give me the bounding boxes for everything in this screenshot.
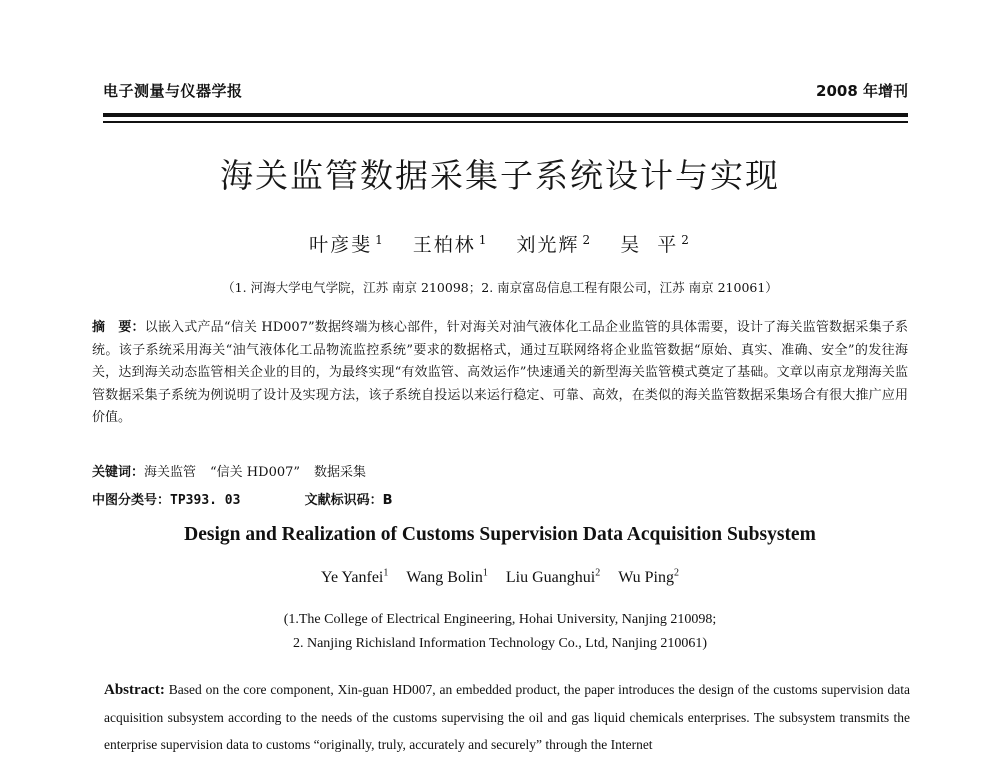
keyword: 数据采集 [314,465,367,480]
abstract-english [104,676,910,758]
author-name: Ye Yanfei [320,569,384,587]
author-name: Wang Bolin [406,569,483,587]
authors-english [0,568,1000,587]
author-name: 叶彦斐 [309,234,373,256]
author-en [506,569,600,586]
classification-line [92,489,908,508]
keywords-label: 关键词： [92,465,145,480]
author-affil-mark: 2 [595,568,601,579]
author-affil-mark: 2 [681,232,691,247]
affiliation-chinese: （1. 河海大学电气学院，江苏 南京 210098；2. 南京富岛信息工程有限公司，江苏 南京 210061） [222,280,778,295]
author-name: Wu Ping [618,569,674,587]
issue-label: 2008 年增刊 [816,82,908,100]
author-affil-mark: 2 [674,568,679,579]
clc-label: 中图分类号： [92,493,171,508]
author-affil-mark: 2 [582,232,593,247]
author-affil-mark: 1 [375,232,385,247]
author-en [618,569,679,586]
running-header [103,80,908,106]
abstract-label: 摘 要： [92,320,145,335]
author-name: 王柏林 [412,234,476,256]
affiliation-english-line2: 2. Nanjing Richisland Information Technology Co., Ltd, Nanjing 210061) [292,636,708,651]
author-affil-mark: 1 [478,232,489,247]
doc-code-label: 文献标识码： [304,493,383,508]
author-affil-mark: 1 [482,568,488,579]
author-name: 刘光辉 [516,234,580,256]
keyword: “信关 HD007” [210,465,301,480]
clc-value: TP393. 03 [170,493,241,508]
authors-chinese [0,230,1000,257]
author-cn [516,234,592,256]
author-cn [620,234,691,256]
abstract-text: 以嵌入式产品“信关 HD007”数据终端为核心部件，针对海关对油气液体化工品企业监管的具体需要，设计了海关监管数据采集子系统。该子系统采用海关“油气液体化工品物流监控系统”要求的数据格式，通过互联网络将企业监管数据“原始、真实、准确、安全”的发往海关，达到海关动态监管相关企业的目的，为最终实现“有效监管、高效运作”快速通关的新型海关监管模式奠定了基础。文章以南京龙翔海关监管数据采集子系统为例说明了设计及实现方法，该子系统自投运以来运行稳定、可靠、高效，在类似的海关监管数据采集场合有很大推广应用价值。 [92,320,908,425]
keyword: 海关监管 [144,465,197,480]
doc-code-value: B [382,493,393,508]
author-cn [309,234,385,256]
abstract-en-text: Based on the core component, Xin-guan HD007, an embedded product, the paper introduces the design of the customs supervision data acquisition subsystem according to the needs of the customs supervising the oil and gas liquid chemicals enterprises. The subsystem transmits the enterprise supervision data to customs “originally, truly, accurately and securely” through the Internet [104,682,910,752]
title-english: Design and Realization of Customs Supervision Data Acquisition Subsystem [184,524,816,545]
affiliation-english-line1: (1.The College of Electrical Engineering, Hohai University, Nanjing 210098; [283,612,717,627]
author-name: 吴 平 [620,234,679,256]
journal-name: 电子测量与仪器学报 [103,82,243,100]
abstract-chinese [92,317,908,430]
header-rule-thick [103,113,908,117]
author-en [321,569,388,586]
header-rule-thin [103,121,908,123]
abstract-en-label: Abstract: [104,682,165,698]
author-en [406,569,487,586]
keywords-chinese [92,461,908,480]
author-name: Liu Guanghui [505,569,596,587]
title-chinese: 海关监管数据采集子系统设计与实现 [220,156,780,195]
author-affil-mark: 1 [383,568,389,579]
author-cn [413,234,489,256]
